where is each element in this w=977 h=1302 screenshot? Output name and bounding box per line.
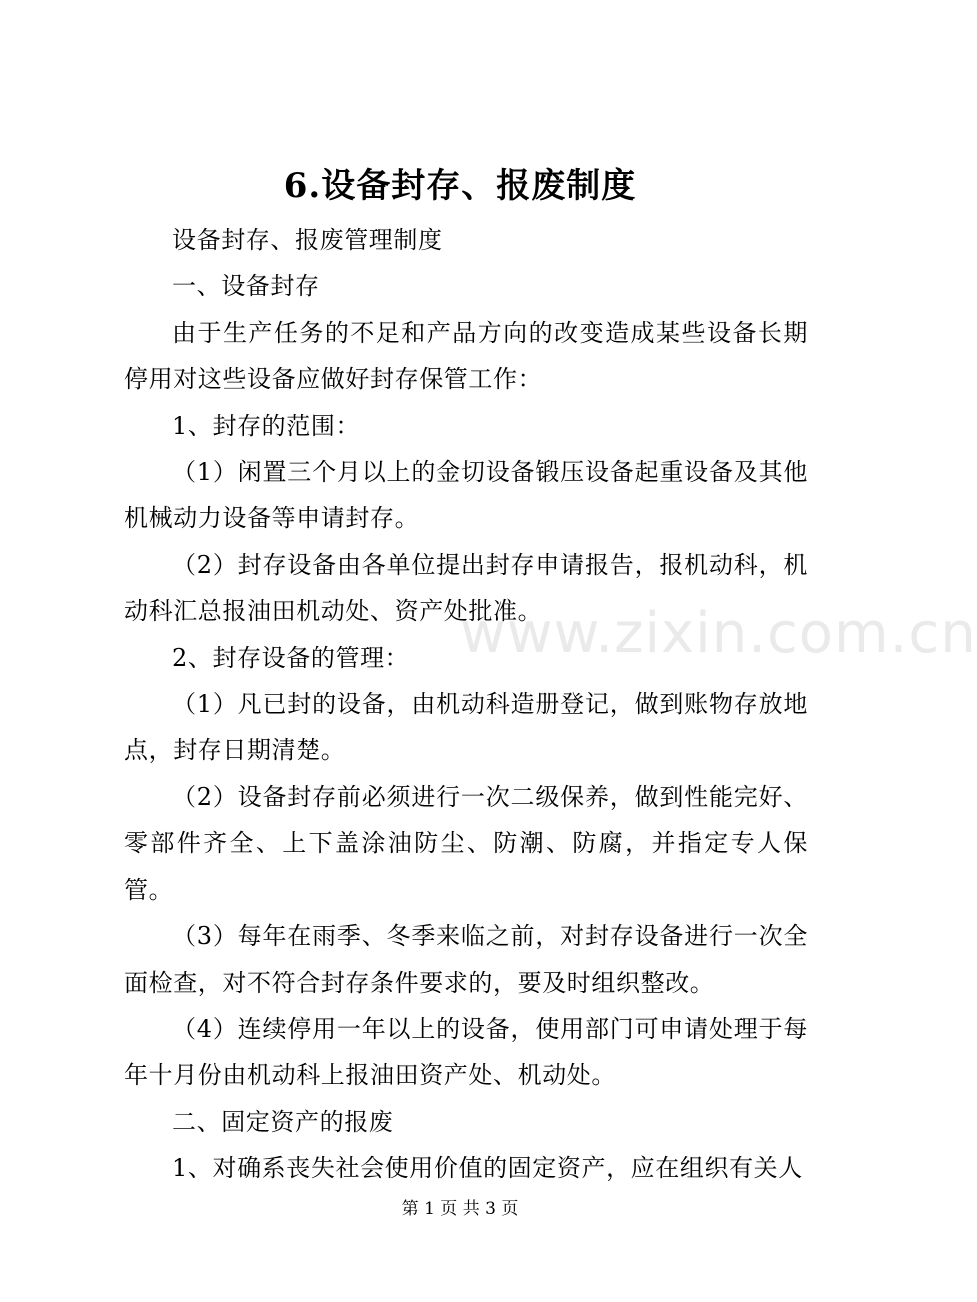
paragraph-12: 二、固定资产的报废	[172, 1107, 394, 1136]
paragraph-5: （1）闲置三个月以上的金切设备锻压设备起重设备及其他机械动力设备等申请封存。	[124, 458, 808, 533]
watermark: www.zixin.com.cn	[460, 601, 977, 666]
page-footer: 第 1 页 共 3 页	[401, 1199, 519, 1219]
paragraph-6: （2）封存设备由各单位提出封存申请报告，报机动科，机动科汇总报油田机动处、资产处批准。	[124, 550, 808, 626]
paragraph-7: 2、封存设备的管理：	[172, 643, 410, 672]
paragraph-1: 设备封存、报废管理制度	[172, 226, 443, 254]
paragraph-3: 由于生产任务的不足和产品方向的改变造成某些设备长期停用对这些设备应做好封存保管工作：	[124, 318, 808, 394]
paragraph-13: 1、对确系丧失社会使用价值的固定资产，应在组织有关人	[172, 1154, 803, 1183]
paragraph-2: 一、设备封存	[172, 272, 320, 301]
paragraph-4: 1、封存的范围：	[172, 411, 361, 440]
paragraph-9: （2）设备封存前必须进行一次二级保养，做到性能完好、零部件齐全、上下盖涂油防尘、防潮、防腐，并指定专人保管。	[124, 782, 808, 904]
document-body	[124, 217, 808, 1192]
paragraph-8: （1）凡已封的设备，由机动科造册登记，做到账物存放地点，封存日期清楚。	[124, 690, 808, 765]
paragraph-11: （4）连续停用一年以上的设备，使用部门可申请处理于每年十月份由机动科上报油田资产处、机动处。	[124, 1014, 808, 1090]
paragraph-10: （3）每年在雨季、冬季来临之前，对封存设备进行一次全面检查，对不符合封存条件要求的，要及时组织整改。	[124, 922, 808, 997]
document-title: 6.设备封存、报废制度	[283, 166, 637, 206]
